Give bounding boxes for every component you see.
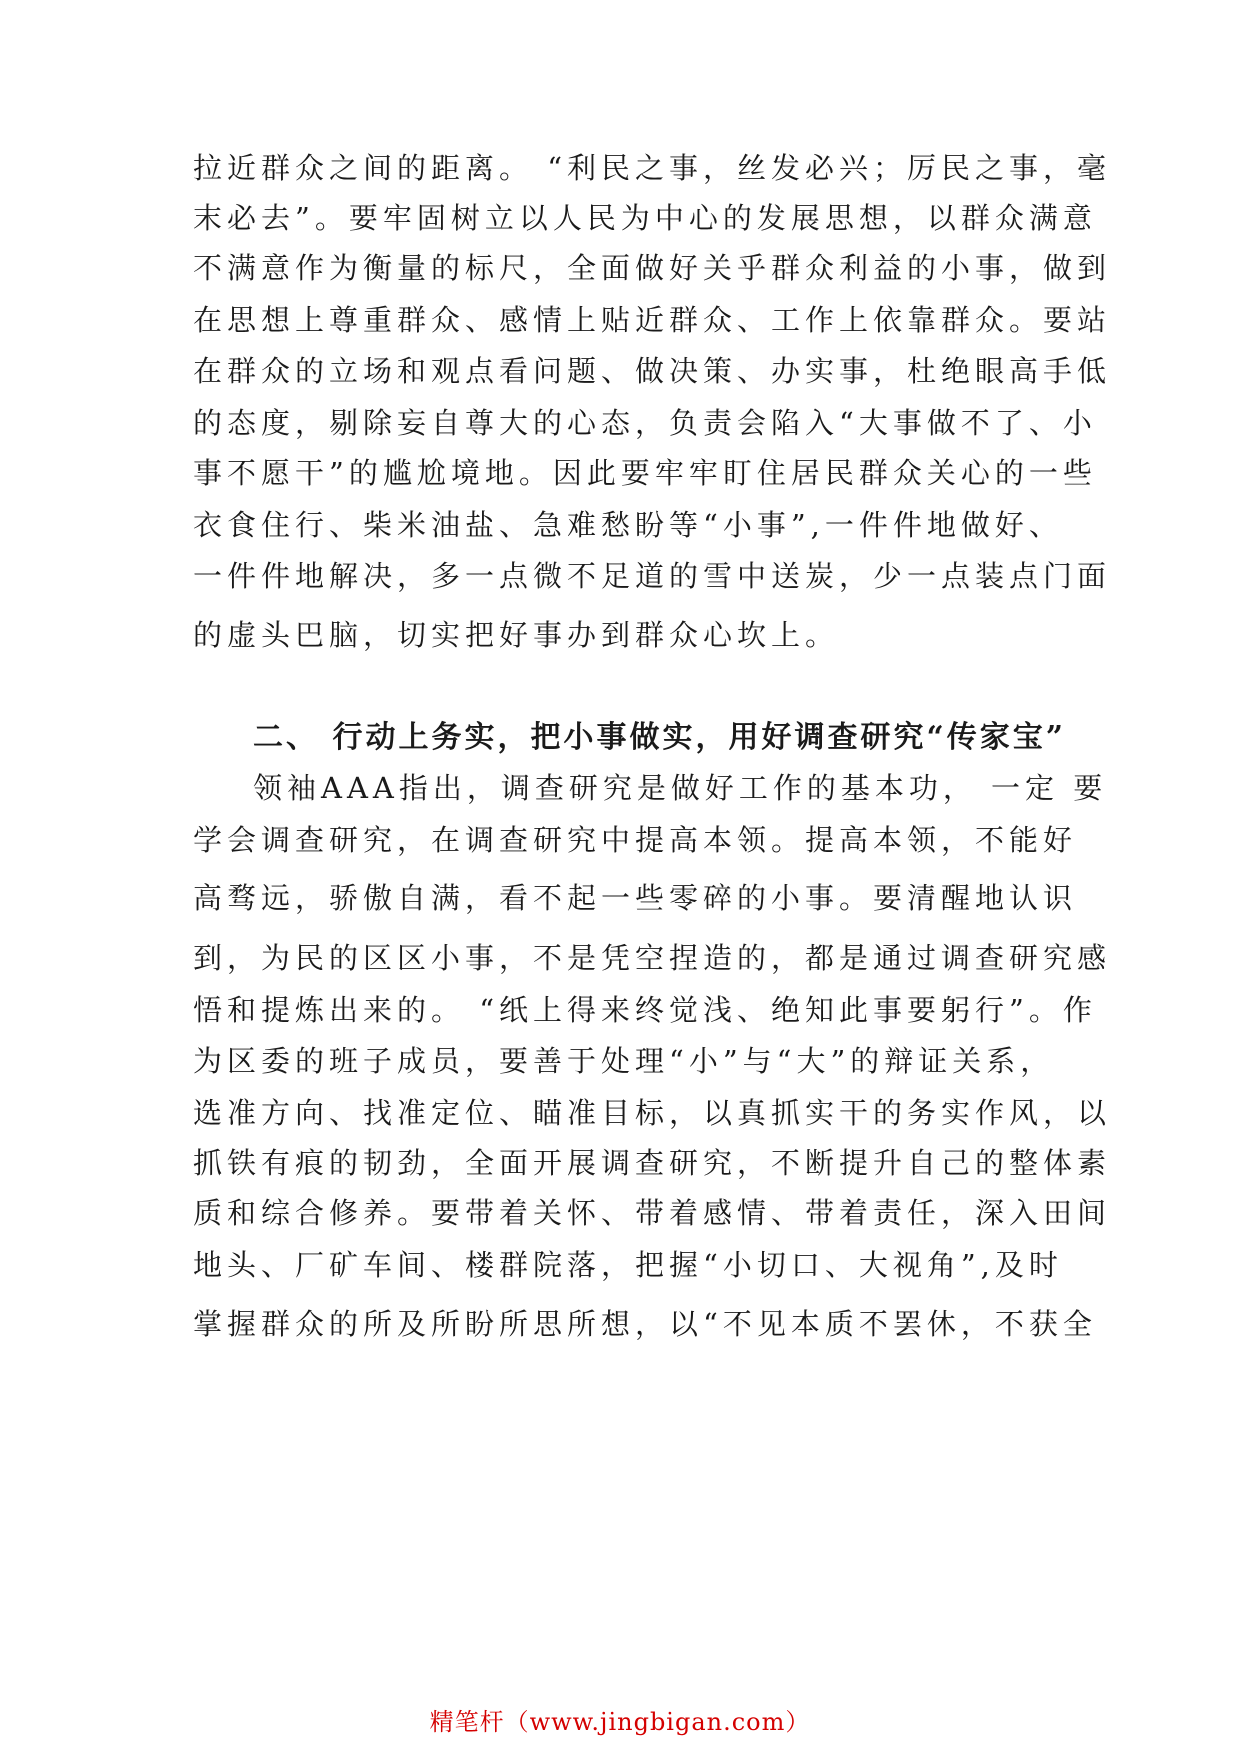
text-line: 事不愿干”的尴尬境地。因此要牢牢盯住居民群众关心的一些 <box>193 456 1097 490</box>
text-line: 领袖AAA指出，调查研究是做好工作的基本功， 一定 要 <box>253 771 1108 805</box>
text-line: 悟和提炼出来的。 “纸上得来终觉浅、绝知此事要躬行”。作 <box>193 993 1097 1027</box>
text-line: 在群众的立场和观点看问题、做决策、办实事，杜绝眼高手低 <box>193 354 1112 388</box>
text-line: 学会调查研究，在调查研究中提高本领。提高本领，不能好 <box>193 823 1078 857</box>
text-line: 选准方向、找准定位、瞄准目标，以真抓实干的务实作风，以 <box>193 1096 1112 1130</box>
text-line: 不满意作为衡量的标尺，全面做好关乎群众利益的小事，做到 <box>193 251 1112 285</box>
text-line: 拉近群众之间的距离。 “利民之事，丝发必兴；厉民之事，毫 <box>193 151 1112 185</box>
text-line: 的虚头巴脑，切实把好事办到群众心坎上。 <box>193 618 840 652</box>
text-line: 一件件地解决，多一点微不足道的雪中送炭，少一点装点门面 <box>193 559 1112 593</box>
text-line: 到，为民的区区小事，不是凭空捏造的，都是通过调查研究感 <box>193 941 1112 975</box>
footer-source-text: 精笔杆（www.jingbigan.com） <box>429 1708 811 1736</box>
text-line: 在思想上尊重群众、感情上贴近群众、工作上依靠群众。要站 <box>193 303 1112 337</box>
text-line: 高骛远，骄傲自满，看不起一些零碎的小事。要清醒地认识 <box>193 881 1078 915</box>
text-line: 掌握群众的所及所盼所思所想，以“不见本质不罢休，不获全 <box>193 1307 1097 1341</box>
text-line: 衣食住行、柴米油盐、急难愁盼等“小事”,一件件地做好、 <box>193 508 1063 542</box>
text-line: 为区委的班子成员，要善于处理“小”与“大”的辩证关系， <box>193 1044 1055 1078</box>
text-line: 地头、厂矿车间、楼群院落，把握“小切口、大视角”,及时 <box>193 1248 1063 1282</box>
text-line: 的态度，剔除妄自尊大的心态，负责会陷入“大事做不了、小 <box>193 406 1097 440</box>
text-line: 末必去”。要牢固树立以人民为中心的发展思想，以群众满意 <box>193 201 1097 235</box>
text-line: 质和综合修养。要带着关怀、带着感情、带着责任，深入田间 <box>193 1196 1112 1230</box>
text-line: 抓铁有痕的韧劲，全面开展调查研究，不断提升自己的整体素 <box>193 1146 1112 1180</box>
section-heading: 二、 行动上务实，把小事做实，用好调查研究“传家宝” <box>253 720 1066 755</box>
